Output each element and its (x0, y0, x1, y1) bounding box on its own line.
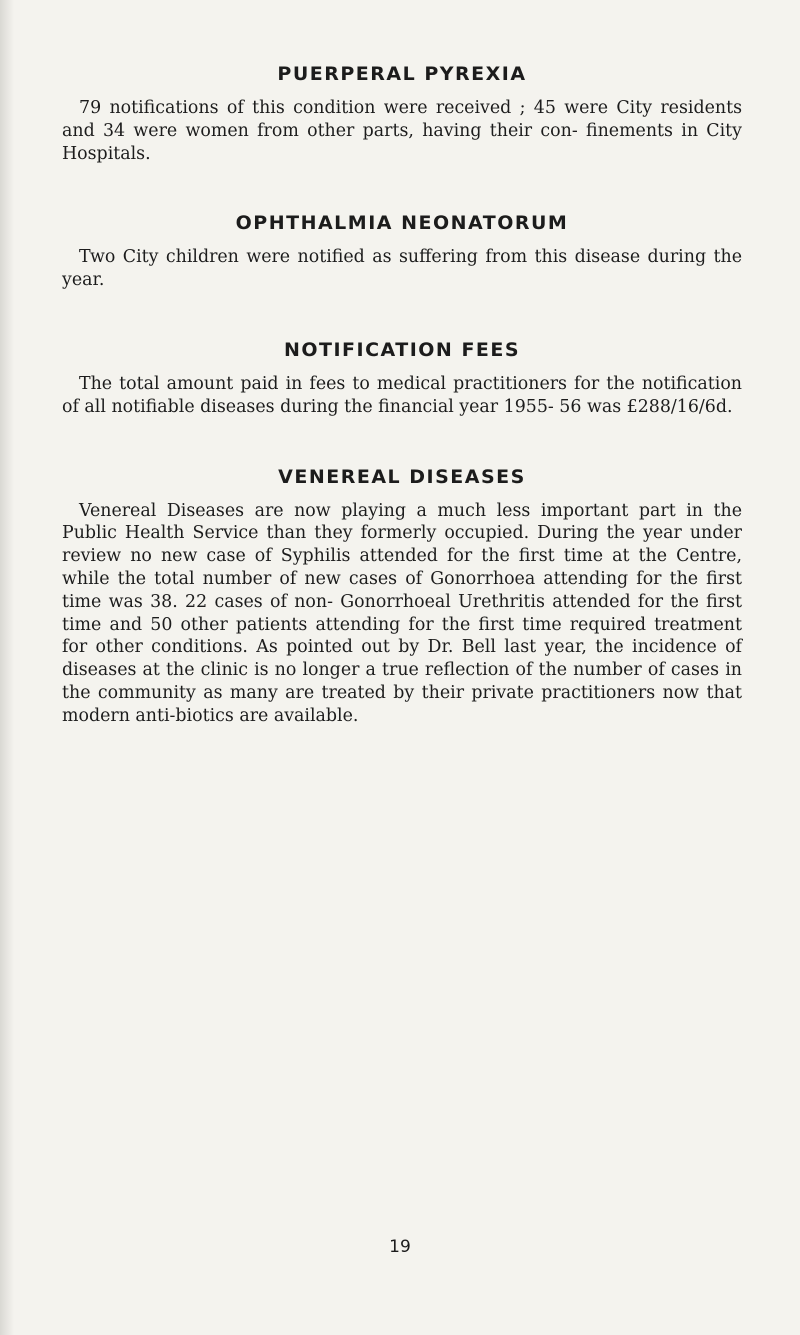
section-paragraph: Two City children were notified as suffering from this disease during the year. (62, 247, 742, 291)
section-heading: OPHTHALMIA NEONATORUM (235, 212, 569, 235)
page-number: 19 (389, 1237, 411, 1257)
section-paragraph: 79 notifications of this condition were received ; 45 were City residents and 34 were women from other parts, having their con- finements in City Hospitals. (62, 98, 742, 164)
section-paragraph: The total amount paid in fees to medical practitioners for the notification of all notifiable diseases during the financial year 1955- 56 was £288/16/6d. (62, 373, 742, 417)
page-content (62, 62, 742, 728)
page-edge-shadow (0, 0, 14, 1335)
section-paragraph: Venereal Diseases are now playing a much less important part in the Public Health Service than they formerly occupied. During the year under review no new case of Syphilis attended for the first time at the Centre, while the total number of new cases of Gonorrhoea attending for the first time was 38. 22 cases of non- Gonorrhoeal Urethritis attended for the first time and 50 other patients attending for the first time required treatment for other conditions. As pointed out by Dr. Bell last year, the incidence of diseases at the clinic is no longer a true reflection of the number of cases in the community as many are treated by their private practitioners now that modern anti-biotics are available. (62, 500, 742, 726)
section-heading: VENEREAL DISEASES (278, 465, 526, 488)
section-ophthalmia-neonatorum (62, 211, 742, 292)
section-heading: PUERPERAL PYREXIA (277, 63, 527, 85)
section-heading: NOTIFICATION FEES (283, 338, 521, 361)
section-venereal-diseases (62, 465, 742, 728)
section-puerperal-pyrexia (62, 62, 742, 165)
section-notification-fees (62, 338, 742, 419)
